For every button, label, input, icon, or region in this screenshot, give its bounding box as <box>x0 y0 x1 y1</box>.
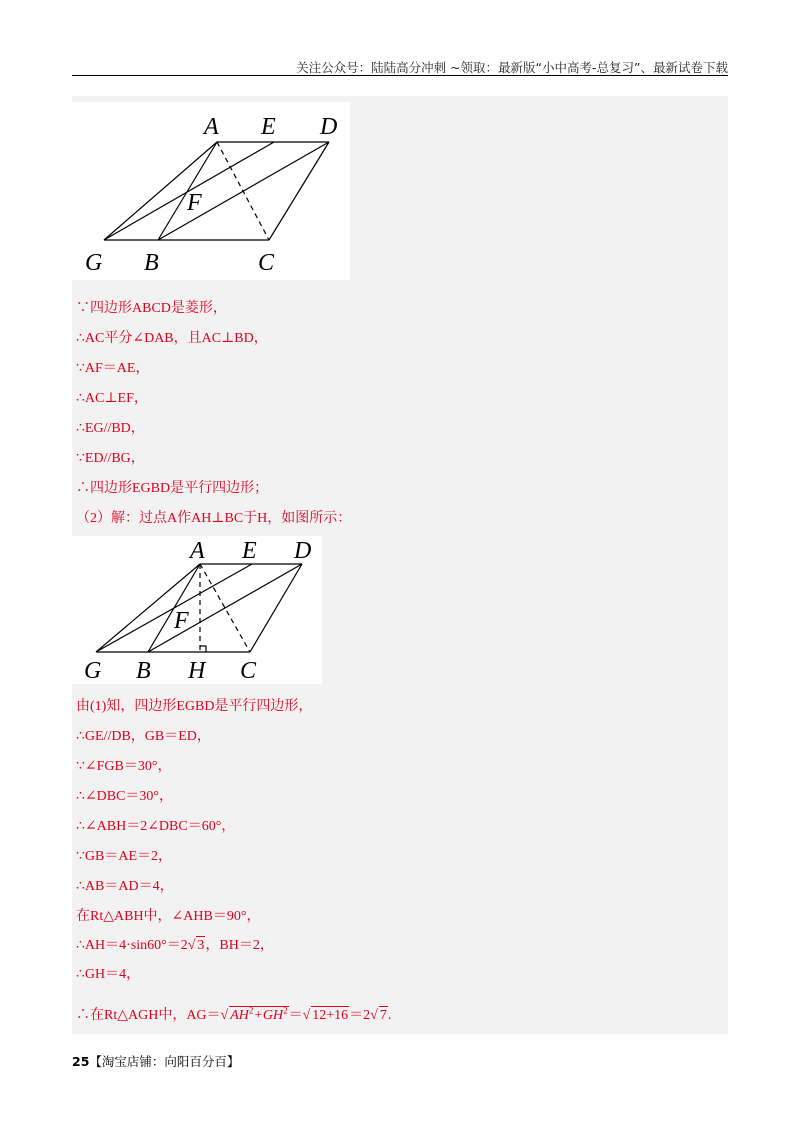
line-19-end: . <box>387 1008 392 1023</box>
line-13: ∴∠ABH＝2∠DBC＝60°， <box>76 819 236 834</box>
label-C: C <box>240 658 257 684</box>
label-D: D <box>320 114 338 140</box>
edge-BD <box>148 564 302 652</box>
line-5: ∴EG//BD， <box>76 421 145 436</box>
line-1: ∵四边形ABCD是菱形， <box>76 301 227 316</box>
term-ah: AH <box>230 1008 249 1023</box>
edge-DC <box>250 564 302 652</box>
edge-AC-dashed <box>217 142 269 240</box>
line-19 <box>76 1006 391 1025</box>
figure-2 <box>72 536 322 684</box>
term-gh: +GH <box>253 1008 284 1023</box>
header-text: 关注公众号：陆陆高分冲刺 ~领取：最新版“小中高考-总复习”、最新试卷下载 <box>296 60 728 75</box>
line-17-text: ∴AH＝4·sin60°＝2 <box>76 938 188 953</box>
label-G: G <box>84 658 102 684</box>
footer-shop: 【淘宝店铺：向阳百分百】 <box>89 1054 240 1069</box>
label-E: E <box>261 114 276 140</box>
sqrt-sum-radicand: 12+16 <box>312 1008 349 1023</box>
exp-ah: 2 <box>248 1005 254 1016</box>
right-angle-mark <box>200 646 206 652</box>
figure-1-svg <box>72 102 350 280</box>
line-12: ∴∠DBC＝30°， <box>76 789 174 804</box>
label-C: C <box>258 250 275 276</box>
label-F: F <box>174 608 189 634</box>
line-9: 由(1)知，四边形EGBD是平行四边形， <box>76 699 313 714</box>
line-16: 在Rt△ABH中，∠AHB＝90°， <box>76 909 261 924</box>
label-B: B <box>144 250 159 276</box>
line-14: ∵GB＝AE＝2， <box>76 849 173 864</box>
label-D: D <box>294 538 312 564</box>
label-F: F <box>187 190 202 216</box>
line-19-text: ∴在Rt△AGH中，AG＝ <box>76 1008 221 1023</box>
line-2: ∴AC平分∠DAB，且AC⊥BD， <box>76 331 268 346</box>
page-header <box>72 52 728 76</box>
label-B: B <box>136 658 151 684</box>
label-G: G <box>85 250 103 276</box>
line-11: ∵∠FGB＝30°， <box>76 759 172 774</box>
line-8: （2）解：过点A作AH⊥BC于H，如图所示： <box>76 511 352 526</box>
sqrt-sum: √ 12+16 <box>302 1008 349 1023</box>
figure-1 <box>72 102 350 280</box>
line-7: ∴四边形EGBD是平行四边形； <box>76 481 269 496</box>
header-rule <box>72 75 728 76</box>
line-4: ∴AC⊥EF， <box>76 391 148 406</box>
label-A: A <box>190 538 205 564</box>
page-number: 25 <box>72 1054 90 1069</box>
sqrt-3-radicand: 3 <box>197 938 205 953</box>
line-17-tail: ，BH＝2， <box>205 938 274 953</box>
line-17 <box>76 936 274 955</box>
sqrt-7-radicand: 7 <box>379 1008 387 1023</box>
eq-two: ＝2 <box>349 1008 371 1023</box>
exp-gh: 2 <box>283 1005 288 1016</box>
label-A: A <box>204 114 219 140</box>
solution-content <box>72 96 728 1034</box>
line-3: ∵AF＝AE， <box>76 361 150 376</box>
line-15: ∴AB＝AD＝4， <box>76 879 174 894</box>
edge-DC <box>269 142 329 240</box>
sqrt-7: √ 7 <box>370 1008 387 1023</box>
line-10: ∴GE//DB，GB＝ED， <box>76 729 211 744</box>
page-footer <box>72 1052 239 1070</box>
label-H: H <box>188 658 206 684</box>
label-E: E <box>242 538 257 564</box>
figure-2-svg <box>72 536 322 684</box>
sqrt-ah-gh-radicand <box>229 1006 288 1025</box>
line-18: ∴GH＝4， <box>76 967 141 982</box>
sqrt-3: √ 3 <box>187 938 205 953</box>
sqrt-ah-gh: √ $AH^2+GH^2$ <box>220 1005 288 1023</box>
eq-sign: ＝ <box>288 1008 303 1023</box>
line-6: ∵ED//BG， <box>76 451 145 466</box>
